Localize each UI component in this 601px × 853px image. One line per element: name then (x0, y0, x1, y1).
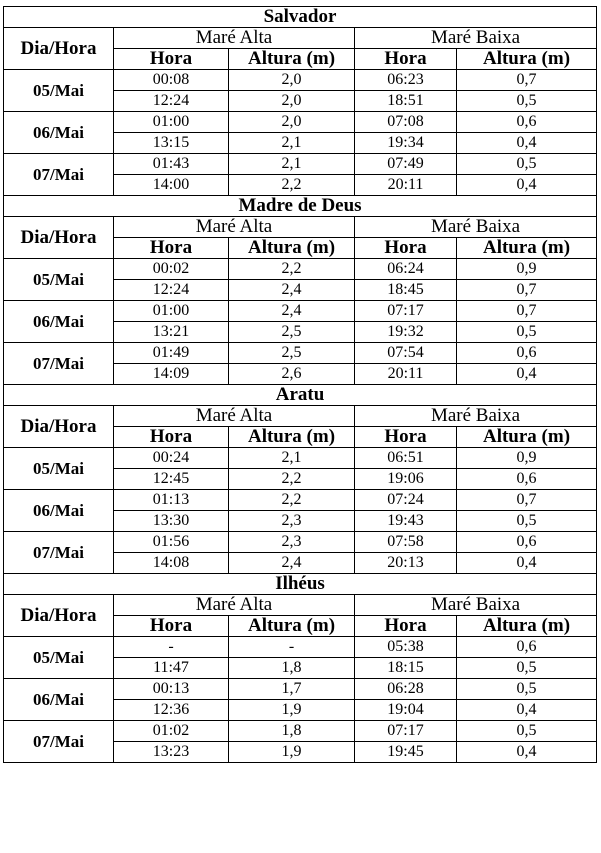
high-tide-height: 2,2 (229, 490, 355, 511)
high-tide-height: 1,7 (229, 679, 355, 700)
day-label: 06/Mai (4, 112, 114, 154)
high-tide-height: 2,1 (229, 154, 355, 175)
high-tide-time: 14:08 (114, 553, 229, 574)
altura-header: Altura (m) (457, 238, 597, 259)
high-tide-time: 12:24 (114, 91, 229, 112)
table-row (4, 532, 597, 553)
high-tide-height: 2,1 (229, 448, 355, 469)
day-label: 05/Mai (4, 448, 114, 490)
table-row (4, 70, 597, 91)
low-tide-time: 07:58 (355, 532, 457, 553)
low-tide-time: 05:38 (355, 637, 457, 658)
high-tide-time: 00:02 (114, 259, 229, 280)
altura-header: Altura (m) (457, 616, 597, 637)
low-tide-height: 0,4 (457, 364, 597, 385)
hora-header: Hora (114, 427, 229, 448)
station-name: Madre de Deus (4, 196, 597, 217)
day-label: 06/Mai (4, 301, 114, 343)
high-tide-height: 2,1 (229, 133, 355, 154)
low-tide-time: 19:32 (355, 322, 457, 343)
high-tide-height: 2,4 (229, 301, 355, 322)
day-label: 07/Mai (4, 154, 114, 196)
low-tide-time: 06:28 (355, 679, 457, 700)
low-tide-time: 19:43 (355, 511, 457, 532)
high-tide-height: 2,5 (229, 322, 355, 343)
high-tide-time: 14:09 (114, 364, 229, 385)
altura-header: Altura (m) (229, 427, 355, 448)
high-tide-time: 01:02 (114, 721, 229, 742)
station-title-row (4, 196, 597, 217)
dia-hora-header: Dia/Hora (4, 406, 114, 448)
mare-baixa-header: Maré Baixa (355, 217, 597, 238)
high-tide-height: 2,2 (229, 469, 355, 490)
day-label: 06/Mai (4, 490, 114, 532)
high-tide-height: 2,2 (229, 175, 355, 196)
high-tide-height: 2,0 (229, 112, 355, 133)
high-tide-time: 12:36 (114, 700, 229, 721)
low-tide-height: 0,7 (457, 70, 597, 91)
low-tide-height: 0,5 (457, 322, 597, 343)
station-title-row (4, 385, 597, 406)
dia-hora-header: Dia/Hora (4, 28, 114, 70)
mare-alta-header: Maré Alta (114, 28, 355, 49)
group-header-row (4, 406, 597, 427)
mare-alta-header: Maré Alta (114, 406, 355, 427)
day-label: 07/Mai (4, 343, 114, 385)
hora-header: Hora (355, 616, 457, 637)
low-tide-height: 0,6 (457, 112, 597, 133)
low-tide-time: 07:54 (355, 343, 457, 364)
low-tide-time: 20:11 (355, 175, 457, 196)
table-row (4, 301, 597, 322)
low-tide-height: 0,9 (457, 448, 597, 469)
low-tide-height: 0,9 (457, 259, 597, 280)
high-tide-time: 11:47 (114, 658, 229, 679)
high-tide-height: - (229, 637, 355, 658)
table-row (4, 490, 597, 511)
mare-baixa-header: Maré Baixa (355, 595, 597, 616)
table-row (4, 448, 597, 469)
dia-hora-header: Dia/Hora (4, 595, 114, 637)
hora-header: Hora (114, 238, 229, 259)
station-name: Salvador (4, 7, 597, 28)
table-row (4, 637, 597, 658)
high-tide-time: 01:13 (114, 490, 229, 511)
low-tide-height: 0,5 (457, 154, 597, 175)
high-tide-time: 00:08 (114, 70, 229, 91)
low-tide-time: 07:17 (355, 721, 457, 742)
low-tide-height: 0,4 (457, 700, 597, 721)
low-tide-height: 0,7 (457, 490, 597, 511)
high-tide-time: 00:13 (114, 679, 229, 700)
day-label: 06/Mai (4, 679, 114, 721)
mare-alta-header: Maré Alta (114, 217, 355, 238)
high-tide-height: 2,0 (229, 91, 355, 112)
low-tide-height: 0,4 (457, 553, 597, 574)
hora-header: Hora (355, 427, 457, 448)
high-tide-height: 2,4 (229, 553, 355, 574)
low-tide-time: 19:06 (355, 469, 457, 490)
low-tide-height: 0,4 (457, 175, 597, 196)
high-tide-height: 2,3 (229, 511, 355, 532)
high-tide-height: 2,0 (229, 70, 355, 91)
low-tide-time: 20:13 (355, 553, 457, 574)
high-tide-height: 1,9 (229, 700, 355, 721)
low-tide-height: 0,5 (457, 511, 597, 532)
altura-header: Altura (m) (457, 427, 597, 448)
low-tide-time: 19:04 (355, 700, 457, 721)
low-tide-height: 0,4 (457, 133, 597, 154)
altura-header: Altura (m) (457, 49, 597, 70)
table-row (4, 259, 597, 280)
low-tide-height: 0,6 (457, 532, 597, 553)
low-tide-height: 0,7 (457, 301, 597, 322)
low-tide-height: 0,5 (457, 658, 597, 679)
low-tide-time: 06:51 (355, 448, 457, 469)
station-name: Ilhéus (4, 574, 597, 595)
low-tide-height: 0,6 (457, 637, 597, 658)
low-tide-time: 06:24 (355, 259, 457, 280)
low-tide-height: 0,4 (457, 742, 597, 763)
low-tide-height: 0,5 (457, 721, 597, 742)
low-tide-time: 07:24 (355, 490, 457, 511)
tide-table (3, 6, 597, 763)
table-row (4, 154, 597, 175)
group-header-row (4, 595, 597, 616)
low-tide-time: 07:08 (355, 112, 457, 133)
day-label: 07/Mai (4, 721, 114, 763)
day-label: 05/Mai (4, 259, 114, 301)
station-title-row (4, 7, 597, 28)
low-tide-height: 0,7 (457, 280, 597, 301)
high-tide-height: 1,8 (229, 658, 355, 679)
group-header-row (4, 28, 597, 49)
low-tide-height: 0,6 (457, 343, 597, 364)
hora-header: Hora (355, 49, 457, 70)
high-tide-time: 12:45 (114, 469, 229, 490)
hora-header: Hora (355, 238, 457, 259)
dia-hora-header: Dia/Hora (4, 217, 114, 259)
high-tide-time: 01:43 (114, 154, 229, 175)
high-tide-time: - (114, 637, 229, 658)
high-tide-time: 01:00 (114, 112, 229, 133)
high-tide-time: 13:30 (114, 511, 229, 532)
high-tide-height: 1,8 (229, 721, 355, 742)
table-row (4, 679, 597, 700)
table-row (4, 721, 597, 742)
high-tide-time: 12:24 (114, 280, 229, 301)
altura-header: Altura (m) (229, 49, 355, 70)
low-tide-height: 0,5 (457, 679, 597, 700)
hora-header: Hora (114, 616, 229, 637)
mare-alta-header: Maré Alta (114, 595, 355, 616)
high-tide-height: 2,5 (229, 343, 355, 364)
station-name: Aratu (4, 385, 597, 406)
high-tide-height: 2,2 (229, 259, 355, 280)
low-tide-time: 18:15 (355, 658, 457, 679)
low-tide-time: 18:51 (355, 91, 457, 112)
hora-header: Hora (114, 49, 229, 70)
high-tide-time: 13:23 (114, 742, 229, 763)
altura-header: Altura (m) (229, 238, 355, 259)
day-label: 07/Mai (4, 532, 114, 574)
low-tide-height: 0,5 (457, 91, 597, 112)
high-tide-time: 13:15 (114, 133, 229, 154)
high-tide-height: 1,9 (229, 742, 355, 763)
mare-baixa-header: Maré Baixa (355, 406, 597, 427)
low-tide-time: 18:45 (355, 280, 457, 301)
low-tide-time: 19:45 (355, 742, 457, 763)
day-label: 05/Mai (4, 70, 114, 112)
table-row (4, 112, 597, 133)
high-tide-time: 01:49 (114, 343, 229, 364)
low-tide-time: 07:17 (355, 301, 457, 322)
low-tide-height: 0,6 (457, 469, 597, 490)
high-tide-time: 01:56 (114, 532, 229, 553)
station-title-row (4, 574, 597, 595)
low-tide-time: 19:34 (355, 133, 457, 154)
altura-header: Altura (m) (229, 616, 355, 637)
high-tide-time: 13:21 (114, 322, 229, 343)
mare-baixa-header: Maré Baixa (355, 28, 597, 49)
high-tide-time: 00:24 (114, 448, 229, 469)
table-row (4, 343, 597, 364)
low-tide-time: 06:23 (355, 70, 457, 91)
high-tide-time: 01:00 (114, 301, 229, 322)
high-tide-height: 2,3 (229, 532, 355, 553)
high-tide-height: 2,4 (229, 280, 355, 301)
high-tide-height: 2,6 (229, 364, 355, 385)
day-label: 05/Mai (4, 637, 114, 679)
low-tide-time: 20:11 (355, 364, 457, 385)
group-header-row (4, 217, 597, 238)
low-tide-time: 07:49 (355, 154, 457, 175)
high-tide-time: 14:00 (114, 175, 229, 196)
